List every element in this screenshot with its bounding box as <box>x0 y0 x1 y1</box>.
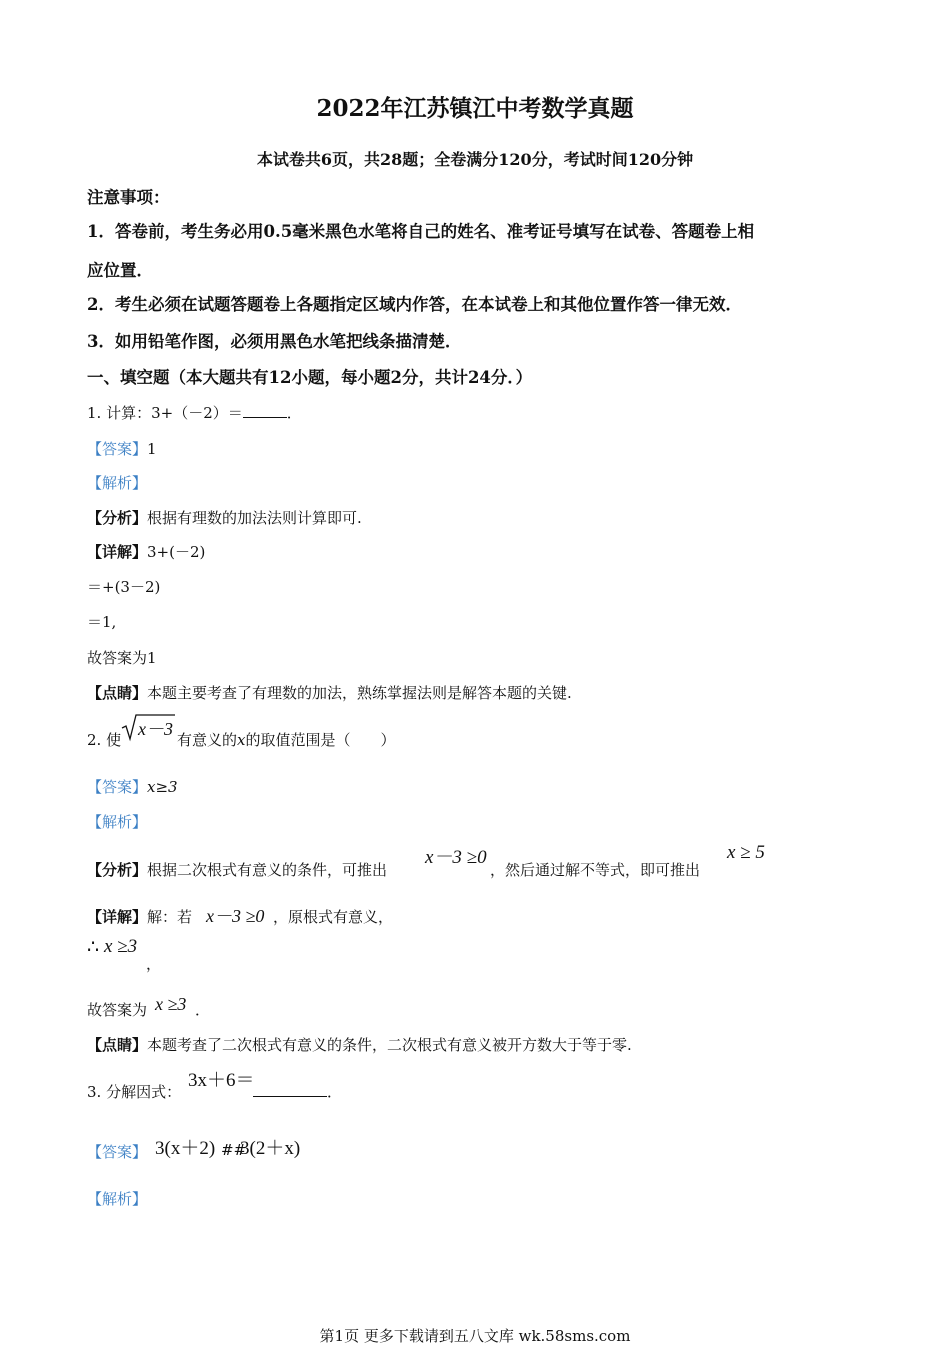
xiangjie-tag: 【详解】 <box>87 908 148 926</box>
fenxi-math-1: x－3 ≥0 <box>425 847 487 868</box>
variable-x: x <box>237 731 246 749</box>
dianjing-tag: 【点睛】 <box>87 684 148 702</box>
q1-xiangjie <box>87 541 205 562</box>
answer-value: x≥3 <box>147 778 178 796</box>
note-item-2: 2．考生必须在试题答题卷上各题指定区域内作答，在本试卷上和其他位置作答一律无效． <box>87 295 742 314</box>
page-footer: 第1页 更多下载请到五八文库 wk.58sms.com <box>319 1327 631 1345</box>
q2-xiangjie <box>87 906 192 927</box>
therefore-math: x ≥3 <box>104 936 138 957</box>
note-item-1: 1．答卷前，考生务必用0.5毫米黑色水笔将自己的姓名、准考证号填写在试卷、答题卷上相 <box>87 222 755 241</box>
q2-answer <box>87 776 178 797</box>
q2-conclusion-b: ． <box>195 1001 211 1019</box>
section-heading: 一、填空题（本大题共有12小题，每小题2分，共计24分．） <box>87 368 533 387</box>
q2-conclusion-a: 故答案为 <box>87 1001 148 1019</box>
q1-step-2: ＝+(3－2) <box>87 578 161 596</box>
dianjing-text: 本题考查了二次根式有意义的条件，二次根式有意义被开方数大于等于零. <box>147 1036 632 1054</box>
answer-blank <box>253 1082 327 1097</box>
answer-tag: 【答案】 <box>87 778 148 796</box>
question-3-blank-line <box>253 1081 342 1102</box>
q2-conclusion-math: x ≥3 <box>155 994 187 1014</box>
fenxi-text-b: ，然后通过解不等式，即可推出 <box>490 861 701 879</box>
xiangjie-text: 3+(－2) <box>147 543 206 561</box>
answer-tag: 【答案】 <box>87 1143 148 1161</box>
question-1 <box>87 402 302 423</box>
therefore-symbol: ∴ <box>87 937 100 958</box>
question-1-period: ． <box>286 404 302 422</box>
suffix-b: 的取值范围是（ ） <box>245 731 396 749</box>
dianjing-tag: 【点睛】 <box>87 1036 148 1054</box>
q3-answer-a: 3(x＋2) <box>155 1138 216 1159</box>
question-3-expr: 3x＋6＝ <box>188 1070 255 1091</box>
q2-dianjing <box>87 1034 632 1055</box>
dianjing-text: 本题主要考查了有理数的加法，熟练掌握法则是解答本题的关键. <box>147 684 572 702</box>
page-title: 2022年江苏镇江中考数学真题 <box>316 95 634 122</box>
q1-fenxi <box>87 507 362 528</box>
q1-step-3: ＝1, <box>87 613 117 631</box>
question-2-prefix: 2. 使 <box>87 731 122 749</box>
fenxi-tag: 【分析】 <box>87 509 148 527</box>
fenxi-text: 根据有理数的加法法则计算即可. <box>147 509 362 527</box>
q2-fenxi <box>87 859 387 880</box>
fenxi-math-2: x ≥ 5 <box>727 842 765 863</box>
therefore-tail: ， <box>146 955 162 973</box>
analysis-tag: 【解析】 <box>87 1190 148 1208</box>
question-1-stem: 1. 计算：3+（－2）＝ <box>87 404 243 422</box>
radicand: x－3 <box>138 719 173 739</box>
xiangjie-tag: 【详解】 <box>87 543 148 561</box>
q1-conclusion: 故答案为1 <box>87 649 157 667</box>
question-3-stem: 3. 分解因式： <box>87 1083 182 1101</box>
note-item-1-cont: 应位置． <box>87 261 153 280</box>
analysis-tag: 【解析】 <box>87 474 148 492</box>
notes-heading: 注意事项： <box>87 188 170 207</box>
fenxi-text-a: 根据二次根式有意义的条件，可推出 <box>147 861 388 879</box>
suffix-a: 有意义的 <box>177 731 238 749</box>
q1-dianjing <box>87 682 572 703</box>
answer-blank <box>243 403 287 418</box>
question-3-period: ． <box>327 1083 343 1101</box>
fenxi-tag: 【分析】 <box>87 861 148 879</box>
note-item-3: 3．如用铅笔作图，必须用黑色水笔把线条描清楚． <box>87 332 462 351</box>
q1-answer <box>87 438 157 459</box>
question-2-suffix <box>177 729 396 750</box>
xiangjie-math: x－3 ≥0 <box>206 906 265 926</box>
xiangjie-text-b: ，原根式有意义， <box>273 908 394 926</box>
q3-answer-sep: ## <box>221 1141 247 1159</box>
exam-info: 本试卷共6页，共28题；全卷满分120分，考试时间120分钟 <box>256 150 694 169</box>
answer-tag: 【答案】 <box>87 440 148 458</box>
answer-value: 1 <box>147 440 157 458</box>
analysis-tag: 【解析】 <box>87 813 148 831</box>
xiangjie-text-a: 解：若 <box>147 908 193 926</box>
q3-answer-b: 3(2＋x) <box>240 1138 301 1159</box>
